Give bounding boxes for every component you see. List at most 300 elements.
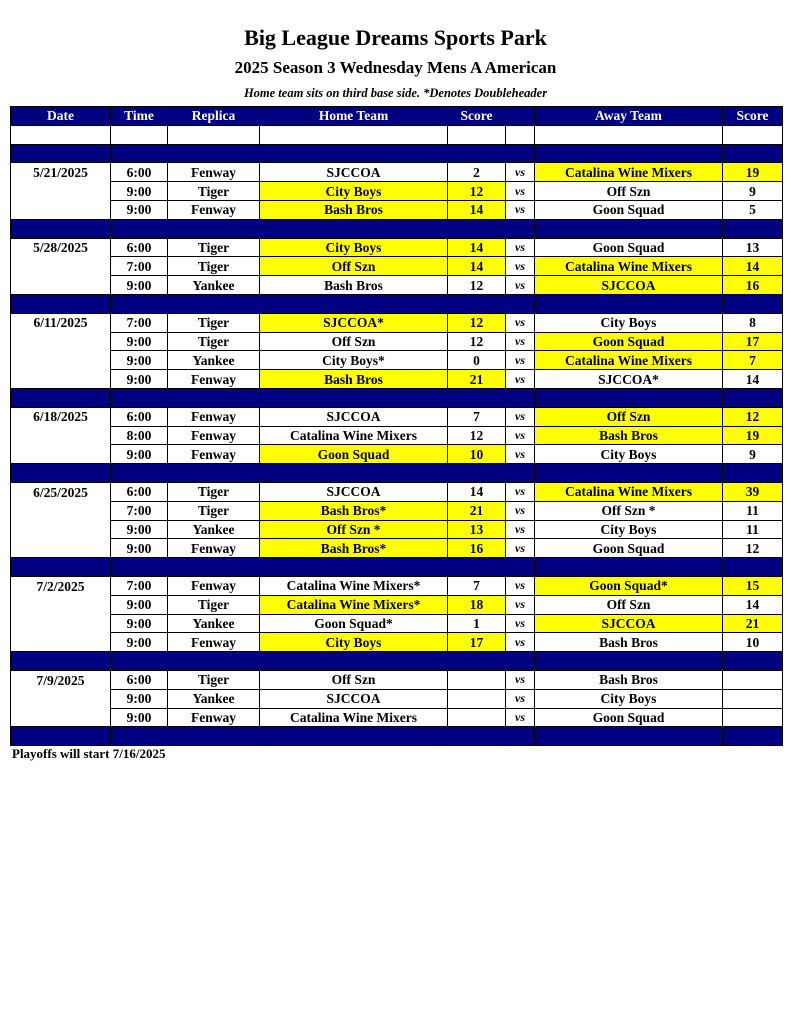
separator-cell (11, 727, 111, 746)
separator-cell (111, 144, 168, 163)
home-team-cell: Catalina Wine Mixers (260, 426, 448, 445)
separator-cell (723, 219, 783, 238)
vs-cell: vs (506, 445, 535, 464)
home-team-cell: Catalina Wine Mixers* (260, 595, 448, 614)
separator-cell (448, 144, 506, 163)
separator-cell (168, 219, 260, 238)
replica-field-cell: Yankee (168, 614, 260, 633)
replica-field-cell: Fenway (168, 407, 260, 426)
replica-field-cell: Tiger (168, 482, 260, 501)
separator-cell (168, 558, 260, 577)
time-cell: 9:00 (111, 332, 168, 351)
game-row (11, 689, 783, 708)
home-score-cell (448, 708, 506, 727)
home-team-cell: Bash Bros* (260, 501, 448, 520)
week-separator-row (11, 727, 783, 746)
column-header-date: Date (11, 107, 111, 126)
separator-cell (260, 727, 448, 746)
vs-cell: vs (506, 332, 535, 351)
separator-cell (448, 727, 506, 746)
date-cell (11, 257, 111, 276)
header-row (11, 107, 783, 126)
time-cell: 9:00 (111, 351, 168, 370)
away-score-cell: 5 (723, 200, 783, 219)
home-score-cell: 16 (448, 539, 506, 558)
separator-cell (506, 652, 535, 671)
date-cell: 5/28/2025 (11, 238, 111, 257)
separator-cell (448, 652, 506, 671)
home-team-cell: Off Szn * (260, 520, 448, 539)
vs-cell: vs (506, 595, 535, 614)
separator-cell (168, 144, 260, 163)
separator-cell (168, 294, 260, 313)
away-team-cell: Goon Squad (535, 708, 723, 727)
vs-cell: vs (506, 351, 535, 370)
separator-cell (11, 144, 111, 163)
away-team-cell: Off Szn (535, 182, 723, 201)
away-team-cell: Off Szn * (535, 501, 723, 520)
home-team-cell: Goon Squad (260, 445, 448, 464)
away-team-cell: Goon Squad* (535, 576, 723, 595)
time-cell: 6:00 (111, 163, 168, 182)
home-score-cell: 7 (448, 576, 506, 595)
vs-cell: vs (506, 689, 535, 708)
date-cell: 5/21/2025 (11, 163, 111, 182)
home-score-cell: 14 (448, 257, 506, 276)
replica-field-cell: Tiger (168, 238, 260, 257)
date-cell (11, 351, 111, 370)
away-score-cell: 8 (723, 313, 783, 332)
date-cell: 7/9/2025 (11, 670, 111, 689)
replica-field-cell: Tiger (168, 501, 260, 520)
home-score-cell: 12 (448, 182, 506, 201)
vs-cell: vs (506, 614, 535, 633)
date-cell (11, 370, 111, 389)
away-team-cell: City Boys (535, 520, 723, 539)
separator-cell (168, 464, 260, 483)
away-team-cell: Catalina Wine Mixers (535, 482, 723, 501)
replica-field-cell: Fenway (168, 708, 260, 727)
separator-cell (723, 294, 783, 313)
away-score-cell: 17 (723, 332, 783, 351)
replica-field-cell: Yankee (168, 351, 260, 370)
time-cell: 9:00 (111, 595, 168, 614)
home-score-cell: 18 (448, 595, 506, 614)
time-cell: 9:00 (111, 539, 168, 558)
game-row (11, 633, 783, 652)
away-score-cell: 19 (723, 163, 783, 182)
away-team-cell: SJCCOA* (535, 370, 723, 389)
separator-cell (111, 219, 168, 238)
time-cell: 9:00 (111, 200, 168, 219)
time-cell: 6:00 (111, 238, 168, 257)
footer-note: Playoffs will start 7/16/2025 (12, 746, 166, 761)
replica-field-cell: Tiger (168, 595, 260, 614)
separator-cell (260, 219, 448, 238)
vs-cell: vs (506, 576, 535, 595)
home-team-cell: SJCCOA (260, 482, 448, 501)
separator-cell (506, 464, 535, 483)
separator-cell (535, 388, 723, 407)
date-cell (11, 426, 111, 445)
game-row (11, 200, 783, 219)
home-team-cell: SJCCOA (260, 163, 448, 182)
column-header-away-score: Score (723, 107, 783, 126)
week-separator-row (11, 464, 783, 483)
away-score-cell: 9 (723, 182, 783, 201)
away-team-cell: Catalina Wine Mixers (535, 163, 723, 182)
replica-field-cell: Tiger (168, 182, 260, 201)
separator-cell (111, 464, 168, 483)
game-row (11, 407, 783, 426)
separator-cell (111, 652, 168, 671)
date-cell: 7/2/2025 (11, 576, 111, 595)
separator-cell (506, 388, 535, 407)
date-cell (11, 332, 111, 351)
away-team-cell: Off Szn (535, 595, 723, 614)
separator-cell (111, 558, 168, 577)
game-row (11, 163, 783, 182)
week-separator-row (11, 144, 783, 163)
separator-cell (111, 388, 168, 407)
separator-cell (11, 558, 111, 577)
home-team-cell: Bash Bros* (260, 539, 448, 558)
home-team-cell: SJCCOA (260, 407, 448, 426)
away-team-cell: Goon Squad (535, 332, 723, 351)
home-team-cell: Catalina Wine Mixers* (260, 576, 448, 595)
blank-row (11, 125, 783, 144)
replica-field-cell: Tiger (168, 332, 260, 351)
away-score-cell: 10 (723, 633, 783, 652)
away-score-cell: 14 (723, 370, 783, 389)
home-score-cell: 21 (448, 501, 506, 520)
separator-cell (260, 652, 448, 671)
separator-cell (448, 558, 506, 577)
replica-field-cell: Tiger (168, 313, 260, 332)
vs-cell: vs (506, 482, 535, 501)
time-cell: 9:00 (111, 689, 168, 708)
time-cell: 9:00 (111, 445, 168, 464)
vs-cell: vs (506, 633, 535, 652)
home-team-cell: Bash Bros (260, 200, 448, 219)
time-cell: 7:00 (111, 576, 168, 595)
separator-cell (448, 219, 506, 238)
away-team-cell: City Boys (535, 689, 723, 708)
date-cell: 6/11/2025 (11, 313, 111, 332)
week-separator-row (11, 652, 783, 671)
away-team-cell: Catalina Wine Mixers (535, 351, 723, 370)
column-header-replica: Replica (168, 107, 260, 126)
away-team-cell: Bash Bros (535, 426, 723, 445)
replica-field-cell: Tiger (168, 257, 260, 276)
game-row (11, 539, 783, 558)
home-score-cell: 10 (448, 445, 506, 464)
column-header-time: Time (111, 107, 168, 126)
game-row (11, 182, 783, 201)
game-row (11, 501, 783, 520)
separator-cell (535, 727, 723, 746)
game-row (11, 595, 783, 614)
away-score-cell: 7 (723, 351, 783, 370)
home-team-cell: Off Szn (260, 332, 448, 351)
away-team-cell: SJCCOA (535, 276, 723, 295)
home-team-cell: SJCCOA* (260, 313, 448, 332)
page-subtitle: 2025 Season 3 Wednesday Mens A American (234, 58, 557, 77)
away-score-cell: 15 (723, 576, 783, 595)
time-cell: 8:00 (111, 426, 168, 445)
column-header-home-team: Home Team (260, 107, 448, 126)
separator-cell (723, 558, 783, 577)
time-cell: 9:00 (111, 614, 168, 633)
away-team-cell: Goon Squad (535, 539, 723, 558)
home-score-cell: 14 (448, 238, 506, 257)
home-team-cell: City Boys* (260, 351, 448, 370)
separator-cell (168, 388, 260, 407)
column-header-home-score: Score (448, 107, 506, 126)
date-cell (11, 689, 111, 708)
game-row (11, 426, 783, 445)
separator-cell (11, 652, 111, 671)
away-score-cell (723, 670, 783, 689)
separator-cell (168, 727, 260, 746)
away-team-cell: Goon Squad (535, 238, 723, 257)
time-cell: 9:00 (111, 633, 168, 652)
away-team-cell: Goon Squad (535, 200, 723, 219)
home-score-cell: 12 (448, 426, 506, 445)
game-row (11, 276, 783, 295)
separator-cell (260, 558, 448, 577)
separator-cell (535, 558, 723, 577)
separator-cell (506, 558, 535, 577)
vs-cell: vs (506, 257, 535, 276)
game-row (11, 520, 783, 539)
home-team-cell: City Boys (260, 238, 448, 257)
vs-cell: vs (506, 313, 535, 332)
separator-cell (111, 727, 168, 746)
away-score-cell: 12 (723, 539, 783, 558)
vs-cell: vs (506, 370, 535, 389)
game-row (11, 708, 783, 727)
vs-cell: vs (506, 426, 535, 445)
home-team-cell: Catalina Wine Mixers (260, 708, 448, 727)
separator-cell (168, 652, 260, 671)
home-score-cell: 12 (448, 276, 506, 295)
separator-cell (723, 388, 783, 407)
separator-cell (448, 294, 506, 313)
game-row (11, 370, 783, 389)
home-team-cell: Bash Bros (260, 370, 448, 389)
home-score-cell: 13 (448, 520, 506, 539)
column-header-away-team: Away Team (535, 107, 723, 126)
replica-field-cell: Fenway (168, 576, 260, 595)
replica-field-cell: Fenway (168, 426, 260, 445)
home-score-cell: 2 (448, 163, 506, 182)
away-score-cell: 11 (723, 520, 783, 539)
separator-cell (723, 727, 783, 746)
time-cell: 6:00 (111, 670, 168, 689)
date-cell: 6/18/2025 (11, 407, 111, 426)
time-cell: 6:00 (111, 407, 168, 426)
week-separator-row (11, 294, 783, 313)
vs-cell: vs (506, 200, 535, 219)
separator-cell (535, 652, 723, 671)
date-cell (11, 595, 111, 614)
time-cell: 9:00 (111, 370, 168, 389)
date-cell (11, 708, 111, 727)
home-team-cell: Off Szn (260, 670, 448, 689)
away-score-cell: 14 (723, 595, 783, 614)
time-cell: 9:00 (111, 276, 168, 295)
game-row (11, 670, 783, 689)
separator-cell (260, 464, 448, 483)
replica-field-cell: Yankee (168, 276, 260, 295)
separator-cell (260, 388, 448, 407)
replica-field-cell: Fenway (168, 445, 260, 464)
vs-cell: vs (506, 670, 535, 689)
separator-cell (11, 388, 111, 407)
game-row (11, 482, 783, 501)
separator-cell (535, 294, 723, 313)
home-score-cell: 14 (448, 200, 506, 219)
time-cell: 9:00 (111, 708, 168, 727)
home-score-cell: 12 (448, 332, 506, 351)
page-title: Big League Dreams Sports Park (244, 25, 547, 50)
separator-cell (535, 219, 723, 238)
game-row (11, 614, 783, 633)
date-cell: 6/25/2025 (11, 482, 111, 501)
separator-cell (535, 464, 723, 483)
replica-field-cell: Yankee (168, 520, 260, 539)
home-score-cell: 17 (448, 633, 506, 652)
separator-cell (723, 652, 783, 671)
game-row (11, 351, 783, 370)
away-score-cell (723, 689, 783, 708)
date-cell (11, 539, 111, 558)
game-row (11, 257, 783, 276)
date-cell (11, 276, 111, 295)
separator-cell (11, 219, 111, 238)
away-score-cell: 13 (723, 238, 783, 257)
game-row (11, 313, 783, 332)
vs-cell: vs (506, 276, 535, 295)
date-cell (11, 501, 111, 520)
schedule-table (10, 106, 783, 746)
game-row (11, 576, 783, 595)
separator-cell (506, 727, 535, 746)
time-cell: 7:00 (111, 313, 168, 332)
replica-field-cell: Fenway (168, 370, 260, 389)
home-score-cell (448, 689, 506, 708)
vs-cell: vs (506, 182, 535, 201)
game-row (11, 332, 783, 351)
away-team-cell: Catalina Wine Mixers (535, 257, 723, 276)
date-cell (11, 445, 111, 464)
away-team-cell: Bash Bros (535, 670, 723, 689)
separator-cell (11, 294, 111, 313)
date-cell (11, 182, 111, 201)
replica-field-cell: Fenway (168, 163, 260, 182)
home-score-cell: 0 (448, 351, 506, 370)
away-team-cell: City Boys (535, 445, 723, 464)
date-cell (11, 614, 111, 633)
time-cell: 7:00 (111, 501, 168, 520)
home-score-cell: 7 (448, 407, 506, 426)
time-cell: 9:00 (111, 182, 168, 201)
away-team-cell: Bash Bros (535, 633, 723, 652)
vs-cell: vs (506, 520, 535, 539)
away-score-cell: 12 (723, 407, 783, 426)
away-score-cell: 19 (723, 426, 783, 445)
vs-cell: vs (506, 539, 535, 558)
separator-cell (506, 219, 535, 238)
separator-cell (111, 294, 168, 313)
vs-cell: vs (506, 501, 535, 520)
separator-cell (723, 144, 783, 163)
home-score-cell: 14 (448, 482, 506, 501)
week-separator-row (11, 388, 783, 407)
separator-cell (260, 294, 448, 313)
home-score-cell: 1 (448, 614, 506, 633)
column-header-vs (506, 107, 535, 126)
home-team-cell: Goon Squad* (260, 614, 448, 633)
separator-cell (506, 144, 535, 163)
date-cell (11, 633, 111, 652)
date-cell (11, 520, 111, 539)
replica-field-cell: Yankee (168, 689, 260, 708)
home-score-cell (448, 670, 506, 689)
away-score-cell: 9 (723, 445, 783, 464)
vs-cell: vs (506, 407, 535, 426)
page-note: Home team sits on third base side. *Denotes Doubleheader (243, 86, 548, 100)
replica-field-cell: Fenway (168, 539, 260, 558)
home-team-cell: City Boys (260, 182, 448, 201)
away-score-cell: 21 (723, 614, 783, 633)
away-team-cell: City Boys (535, 313, 723, 332)
separator-cell (723, 464, 783, 483)
home-score-cell: 12 (448, 313, 506, 332)
separator-cell (11, 464, 111, 483)
replica-field-cell: Tiger (168, 670, 260, 689)
vs-cell: vs (506, 708, 535, 727)
vs-cell: vs (506, 163, 535, 182)
schedule-body (11, 125, 783, 745)
home-score-cell: 21 (448, 370, 506, 389)
week-separator-row (11, 558, 783, 577)
home-team-cell: SJCCOA (260, 689, 448, 708)
separator-cell (260, 144, 448, 163)
away-score-cell (723, 708, 783, 727)
replica-field-cell: Fenway (168, 633, 260, 652)
separator-cell (448, 464, 506, 483)
separator-cell (506, 294, 535, 313)
away-score-cell: 14 (723, 257, 783, 276)
time-cell: 9:00 (111, 520, 168, 539)
game-row (11, 238, 783, 257)
away-score-cell: 39 (723, 482, 783, 501)
away-score-cell: 11 (723, 501, 783, 520)
separator-cell (535, 144, 723, 163)
home-team-cell: Bash Bros (260, 276, 448, 295)
home-team-cell: Off Szn (260, 257, 448, 276)
home-team-cell: City Boys (260, 633, 448, 652)
away-score-cell: 16 (723, 276, 783, 295)
time-cell: 6:00 (111, 482, 168, 501)
time-cell: 7:00 (111, 257, 168, 276)
date-cell (11, 200, 111, 219)
replica-field-cell: Fenway (168, 200, 260, 219)
game-row (11, 445, 783, 464)
separator-cell (448, 388, 506, 407)
